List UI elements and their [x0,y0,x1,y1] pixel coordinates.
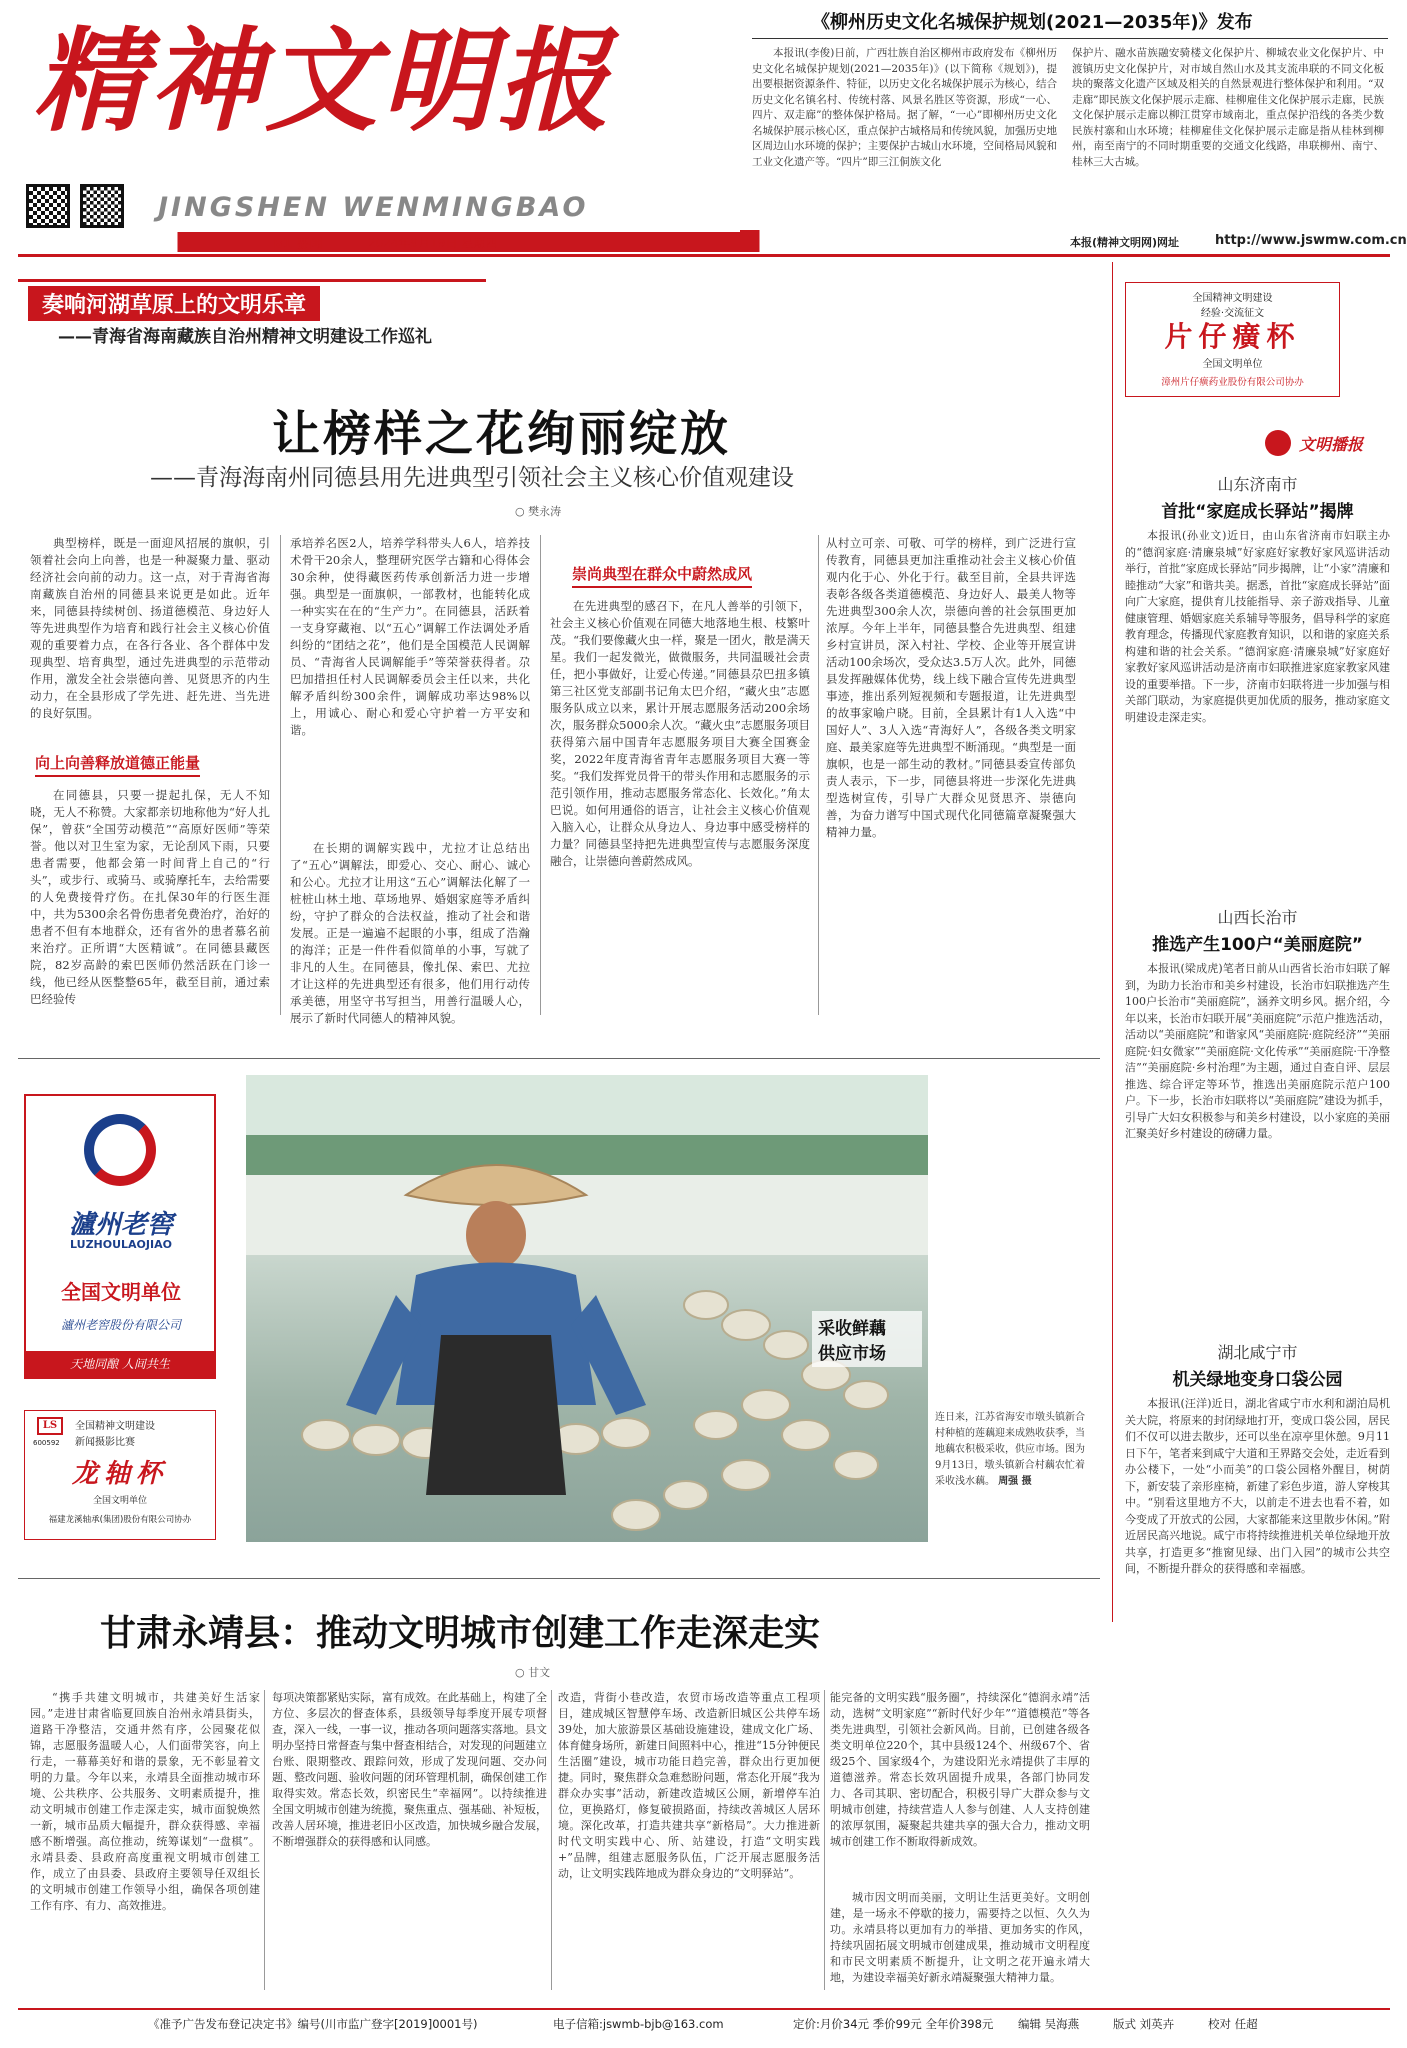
top-story-headline: 《柳州历史文化名城保护规划(2021—2035年)》发布 [812,12,1253,33]
lead-headline: 让榜样之花绚丽绽放 [272,406,732,462]
lead-col4: 从村立可亲、可敬、可学的榜样，到广泛进行宣传教育，同德县更加注重推动社会主义核心价值观内化于心、外化于行。截至目前，全县共评选表彰各级各类道德模范、身边好人、最美人物等先进典型300余人次，崇德向善的社会氛围更加浓厚。今年上半年，同德县整合先进典型、组建乡村宣讲员，深入村社、学校、企业等开展宣讲活动100余场次，受众达3.5万人次。此外，同德县发挥融媒体优势，线上线下融合宣传先进典型事迹，推出系列短视频和专题报道，让先进典型的故事家喻户晓。目前，全县累计有1人入选“中国好人”、3人入选“青海好人”，各级各类文明家庭、最美家庭等先进典型不断涌现。“典型是一面旗帜，也是一部生动的教材。”同德县委宣传部负责人表示，下一步，同德县将进一步深化先进典型选树宣传，引导广大群众见贤思齐、崇德向善，为奋力谱写中国式现代化同德篇章凝聚强大精神力量。 [826,536,1076,839]
lead-col1: 典型榜样，既是一面迎风招展的旗帜，引领着社会向上向善，也是一种凝聚力量、驱动经济社会向前的动力。这一点，对于青海省海南藏族自治州的同德县来说更是如此。近年来，同德县持续树创、扬道德模范、身边好人等先进典型作为培育和践行社会主义核心价值观的重要着力点，在各行各业、各个群体中发现典型、培育典型，通过先进典型的示范带动作用，激发全社会崇德向善、见贤思齐的内生动力，在全县形成了学先进、赶先进、当先进的良好氛围。 [30,536,270,720]
pianzihuang-ad [1125,282,1340,397]
footer-editor: 编辑 吴海燕 [1018,2017,1080,2031]
luzhou-ad [24,1094,216,1379]
photo-caption-text: 连日来，江苏省海安市墩头镇新合村种植的莲藕迎来成熟收获季，当地藕农积极采收，供应市场。图为9月13日，墩头镇新合村藕农忙着采收浅水藕。 [935,1412,1085,1487]
second-byline: ○ 甘文 [515,1666,551,1679]
second-col5: 城市因文明而美丽，文明让生活更美好。文明创建，是一场永不停歇的接力，需要持之以恒、久久为功。永靖县将以更加有力的举措、更加务实的作风，持续巩固拓展文明城市创建成果，推动城市文明程度和市民文明素质不断提升，让文明之花开遍永靖大地，为建设幸福美好新永靖凝聚强大精神力量。 [830,1891,1090,1984]
luzhou-company: 瀘州老窖股份有限公司 [60,1318,181,1332]
url-bar [740,230,1407,252]
luzhou-slogan: 天地同酿 人间共生 [26,1351,214,1377]
footer-license: 《准予广告发布登记决定书》编号(川市监广登字[2019]0001号) [148,2017,478,2031]
brief-1-body: 本报讯(孙业文)近日，由山东省济南市妇联主办的“德润家庭·清廉泉城”好家庭好家教好家风巡讲活动举行，首批“家庭成长驿站”同步揭牌，让“小家”清廉和睦推动“大家”和谐共美。据悉，首批“家庭成长驿站”面向广大家庭，提供育儿技能指导、亲子游戏指导、儿童健康管理、婚姻家庭关系辅导等服务，倡导科学的家庭教育理念，传播现代家庭教育知识，以和谐的家庭关系构建和谐的社会关系。“德润家庭·清廉泉城”好家庭好家教好家风巡讲活动是济南市妇联推进家庭家教家风建设的重要举措。下一步，济南市妇联将进一步加强与相关部门联动，为家庭提供更加优质的服务，推动家庭文明建设走深走实。 [1125,529,1390,724]
lead-byline: ○ 樊永涛 [515,505,562,518]
kicker-box [18,279,486,349]
masthead-title: 精神文明报 [33,16,613,147]
masthead-pinyin: JINGSHEN WENMINGBAO [158,192,589,223]
second-byline-name: 甘文 [528,1666,551,1679]
lead-col3-subhead: 崇尚典型在群众中蔚然成风 [572,563,752,588]
footer-designer: 版式 刘英卉 [1113,2017,1175,2031]
footer-email[interactable]: 电子信箱:jswmb-bjb@163.com [553,2017,724,2031]
brief-3-location: 湖北咸宁市 [1217,1343,1298,1362]
lead-col3: 在先进典型的感召下，在凡人善举的引领下，社会主义核心价值观在同德大地落地生根、枝繁叶茂。“我们要像藏火虫一样，聚是一团火，散是满天星。我们一起发微光，做微服务，共同温暖社会责任，把小事做好，让爱心传递。”同德县尕巴扭多镇第三社区党支部副书记角太巴介绍，“藏火虫”志愿服务队成立以来，累计开展志愿服务活动200余场次，服务群众5000余人次。“藏火虫”志愿服务项目获得第六届中国青年志愿服务项目大赛全国赛金奖，2022年度青海省青年志愿服务项目大赛一等奖。“我们发挥党员骨干的带头作用和志愿服务的示范引领作用，推动志愿服务常态化、长效化。”角太巴说。如何用通俗的语言，让社会主义核心价值观入脑入心，让群众从身边人、身边事中感受榜样的力量？同德县坚持把先进典型宣传与志愿服务深度融合，让崇德向善蔚然成风。 [550,599,810,868]
qr-code-1 [26,184,70,228]
second-col3: 改造，背街小巷改造，农贸市场改造等重点工程项目，建成城区智慧停车场、改造新旧城区公共停车场39处，加大旅游景区基础设施建设，建成文化广场、体育健身场所，新建日间照料中心，推进“15分钟便民生活圈”建设，城市功能日趋完善，群众出行更加便捷。同时，聚焦群众急难愁盼问题，常态化开展“我为群众办实事”活动，新建改造城区公厕，新增停车泊位，更换路灯，修复破损路面，持续改善城区人居环境。深化改革，打造共建共享“新格局”。大力推进新时代文明实践中心、所、站建设，打造“文明实践+”品牌，组建志愿服务队伍，广泛开展志愿服务活动，让文明实践阵地成为群众身边的“文明驿站”。 [558,1691,820,1880]
photo-caption-title-2: 供应市场 [818,1344,886,1364]
col-divider [551,1690,552,1990]
top-story-col1: 本报讯(李俊)日前，广西壮族自治区柳州市政府发布《柳州历史文化名城保护规划(2021—2035年)》(以下简称《规划》)，提出要根据资源条件、特征，以历史文化名城保护展示为核心，结合历史文化名镇名村、传统村落、风景名胜区等资源，形成“一心、四片、双走廊”的整体保护格局。据了解，“一心”即柳州历史文化名城保护展示核心区，重点保护古城格局和传统风貌，加强历史地区周边山水环境的保护；主要保护古城山水环境，空间格局风貌和工业文化遗产等。“四片”即三江侗族文化 [752,47,1057,168]
site-url[interactable]: http://www.jswmw.com.cn [1215,233,1407,248]
ad1-line2: 经验·交流征文 [1200,308,1265,319]
brief-1 [1125,472,1390,868]
brief-3-title: 机关绿地变身口袋公园 [1172,1370,1343,1390]
brief-2-title: 推选产生100户“美丽庭院” [1152,935,1363,955]
top-story [752,8,1388,248]
issue-date: 2024年9月19日 星期四 [368,236,498,250]
footer-rule [18,2008,1390,2010]
section-rule [18,1578,1100,1579]
ls-code: 600592 [33,1439,60,1447]
lead-col1-subhead: 向上向善释放道德正能量 [35,752,200,777]
ad1-sponsor: 漳州片仔癀药业股份有限公司协办 [1161,377,1304,388]
second-col1: “携手共建文明城市，共建美好生活家园。”走进甘肃省临夏回族自治州永靖县街头，道路干净整洁，交通井然有序，公园聚花似锦，志愿服务温暖人心，人们面带笑容，向上行走，一幕幕美好和谐的景象，无不彰显着文明的力量。今年以来，永靖县全面推动城市环境、公共秩序、公共服务、文明素质提升，推动文明城市创建工作走深走实，城市面貌焕然一新，城市品质大幅提升，群众获得感、幸福感不断增强。高位推动，统筹谋划“一盘棋”。永靖县委、县政府高度重视文明城市创建工作，成立了由县委、县政府主要领导任双组长的文明城市创建工作领导小组，确保各项创建工作有序、有力、高效推进。 [30,1691,260,1912]
brief-2 [1125,905,1390,1323]
col-divider [818,535,819,1015]
longzhou-line3: 全国文明单位 [92,1496,147,1506]
photo-caption [935,1410,1085,1490]
ls-logo-icon: LS [37,1417,63,1435]
brief-3 [1125,1340,1390,2036]
lotus-harvest-photo [246,1075,928,1542]
footer-proof: 校对 任超 [1208,2017,1258,2031]
qr-code-2 [80,184,124,228]
masthead-rule [18,254,1390,257]
brief-3-body: 本报讯(汪洋)近日，湖北省咸宁市水利和湖泊局机关大院，将原来的封闭绿地打开，变成口袋公园，居民们不仅可以进去散步，还可以坐在凉亭里休憩。9月11日下午，笔者来到咸宁大道和王界路交会处，走近看到办公楼下，一处“小而美”的口袋公园格外醒目，树荫下，新安装了亲形座椅，新建了彩色步道，游人穿梭其中。“别看这里地方不大，以前走不进去也看不着，如今变成了开放式的公园，大家都能来这里散步休闲。”附近居民高兴地说。咸宁市将持续推进机关单位绿地开放共享，打造更多“推窗见绿、出门入园”的城市公共空间，不断提升群众的获得感和幸福感。 [1125,1397,1390,1575]
kicker-title: 奏响河湖草原上的文明乐章 [28,286,320,321]
photo-caption-title [812,1311,922,1367]
col-divider [264,1690,265,1990]
section-label: B1 要闻 [273,237,323,252]
lead-col2b: 在长期的调解实践中，尤拉才让总结出了“五心”调解法，即爱心、交心、耐心、诚心和公心。尤拉才让用这“五心”调解法化解了一桩桩山林土地、草场地界、婚姻家庭等矛盾纠纷，守护了群众的合法权益，推动了社会和谐发展。正是一遍遍不起眼的小事，组成了浩瀚的海洋；正是一件件看似简单的小事，写就了非凡的人生。在同德县，像扎保、索巴、尤拉才让这样的先进典型还有很多，他们用行动传承美德，用坚守书写担当，用善行温暖人心，展示了新时代同德人的精神风貌。 [290,841,530,1025]
ad1-title: 片仔癀杯 [1164,320,1301,353]
luzhou-title: 全国文明单位 [61,1280,181,1304]
longzhou-line2: 新闻摄影比赛 [75,1437,135,1448]
col-divider [824,1690,825,1990]
brief-2-location: 山西长治市 [1217,908,1298,927]
brief-1-title: 首批“家庭成长驿站”揭牌 [1161,502,1354,522]
top-story-col2: 保护片、融水苗族融安骑楼文化保护片、柳城农业文化保护片、中渡镇历史文化保护片，对市域自然山水及其支流串联的不同文化板块的聚落文化遗产区域及相关的自然景观进行整体保护和利用。“双走廊”即民族文化保护展示走廊、桂柳雇佳文化保护展示走廊，民族文化保护展示走廊以柳江贯穿市域南北，重点保护沿线的各类少数民族村寨和山水环境；桂柳雇佳文化保护展示走廊是指从桂林到柳州，南至南宁的不同时期重要的交通文化线路，串联柳州、南宁、桂林三大古城。 [1072,47,1384,168]
lead-col1b: 在同德县，只要一提起扎保，无人不知晓，无人不称赞。大家都亲切地称他为“好人扎保”，曾获“全国劳动模范”“高原好医师”等荣誉。他以对卫生室为家，无论刮风下雨，只要患者需要，他都会第一时间背上自己的“行头”，或步行、或骑马、或骑摩托车，去给需要的人免费接骨疗伤。在扎保30年的行医生涯中，共为5300余名骨伤患者免费治疗，治好的患者不但有本地群众，还有省外的患者慕名前来治疗。正所谓“大医精诚”。在同德县藏医院，82岁高龄的索巴医师仍然活跃在门诊一线，他已经从医整整65年，截至目前，通过索巴经验传 [30,788,270,1006]
second-col4: 能完备的文明实践“服务圈”，持续深化“德润永靖”活动，选树“文明家庭”“新时代好少年”“道德模范”等各类先进典型，引领社会新风尚。目前，已创建各级各类文明单位220个，其中县级124个、州级67个、省级25个、国家级4个，为建设阳光永靖提供了丰厚的道德滋养。常态长效巩固提升成果，各部门协同发力、各司其职、密切配合，积极引导广大群众参与文明城市创建，持续营造人人参与创建、人人支持创建的浓厚氛围，凝聚起共建共享的强大合力，推动文明城市创建工作不断取得新成效。 [830,1691,1090,1848]
luzhou-name: 瀘州老窖 [68,1210,173,1240]
section-label: 文明播报 [1299,435,1364,454]
longzhou-sponsor: 福建龙溪轴承(集团)股份有限公司协办 [48,1515,192,1525]
col-divider [540,535,541,1015]
top-story-rule [752,38,1388,39]
section-bar [18,232,742,252]
lead-subheadline: ——青海海南州同德县用先进典型引领社会主义核心价值观建设 [150,465,794,491]
photo-credit: 周强 摄 [998,1476,1032,1487]
footer [18,2016,1390,2038]
kicker-subtitle: ——青海省海南藏族自治州精神文明建设工作巡礼 [58,327,432,347]
luzhou-logo-icon [84,1114,156,1186]
lead-col2: 承培养名医2人，培养学科带头人6人，培养技术骨干20余人，整理研究医学古籍和心得体会30余种，使得藏医药传承创新活力进一步增强。典型是一面旗帜，一部教材，也能转化成一种实实在在的“生产力”。在同德县，活跃着一支身穿藏袍、以“五心”调解工作法调处矛盾纠纷的“团结之花”，他们是全国模范人民调解员、“青海省人民调解能手”等荣誉获得者。尕巴加措担任村人民调解委员会主任以来，共化解矛盾纠纷300余件，调解成功率达98%以上，用诚心、耐心和爱心守护着一方平安和谐。 [290,536,530,737]
brief-2-body: 本报讯(梁成虎)笔者日前从山西省长治市妇联了解到，为助力长治市和美乡村建设，长治市妇联推选产生100户长治市“美丽庭院”，涵养文明乡风。据介绍，今年以来，长治市妇联开展“美丽庭院”示范户推选活动，活动以“美丽庭院”和谐家风“美丽庭院·庭院经济”“美丽庭院·妇女微家”“美丽庭院·文化传承”“美丽庭院·干净整洁”“美丽庭院·乡村治理”为主题，通过自查自评、层层推选、综合评定等环节，推选出美丽庭院示范户100户。下一步，长治市妇联将以“美丽庭院”建设为抓手，引导广大妇女积极参与和美乡村建设，以小家庭的美丽汇聚美好乡村建设的磅礴力量。 [1125,962,1390,1140]
url-label: 本报(精神文明网)网址 [1070,236,1180,249]
second-col2: 每项决策都紧贴实际，富有成效。在此基础上，构建了全方位、多层次的督查体系，县级领导每季度开展专项督查，深入一线，一事一议，推动各项问题落实落地。县文明办坚持日常督查与集中督查相结合，对发现的问题建立台账、限期整改、跟踪问效，形成了发现问题、交办问题、整改问题、验收问题的闭环管理机制，确保创建工作取得实效。常态长效，织密民生“幸福网”。以持续推进全国文明城市创建为统揽，聚焦重点、强基础、补短板，改善人居环境，推进老旧小区改造，加快城乡融合发展，不断增强群众的获得感和认同感。 [272,1691,547,1848]
ad1-line3: 全国文明单位 [1202,359,1263,370]
sidebar-divider [1112,262,1113,1622]
ad1-line1: 全国精神文明建设 [1192,293,1273,304]
footer-price: 定价:月价34元 季价99元 全年价398元 [793,2017,994,2031]
speaker-icon [1265,430,1291,456]
longzhou-line1: 全国精神文明建设 [75,1421,155,1432]
second-headline: 甘肃永靖县：推动文明城市创建工作走深走实 [100,1613,821,1654]
lead-byline-name: 樊永涛 [528,505,562,518]
longzhou-ad [24,1410,216,1540]
section-label-box [1265,428,1390,458]
luzhou-pinyin: LUZHOULAOJIAO [70,1238,172,1251]
photo-caption-title-1: 采收鲜藕 [818,1319,886,1339]
col-divider [280,535,281,1015]
brief-1-location: 山东济南市 [1217,475,1298,494]
masthead [18,12,748,223]
longzhou-title: 龙轴杯 [71,1459,168,1489]
photo-top-rule [18,1058,1100,1059]
